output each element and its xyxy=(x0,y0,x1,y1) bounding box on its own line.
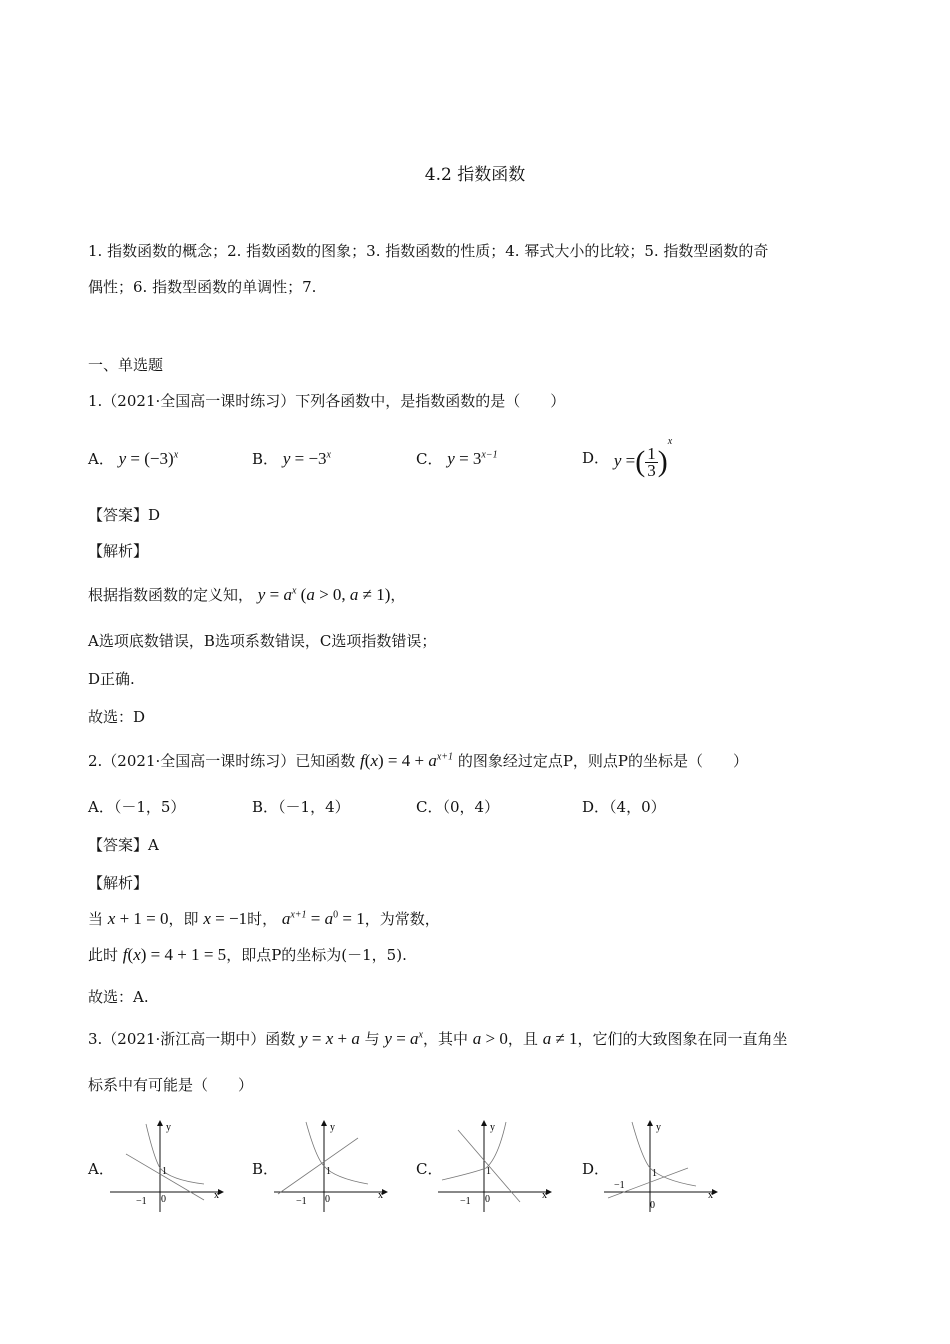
q2-l1-ie: ，即 xyxy=(168,910,199,928)
q2-option-c: C．（0，4） xyxy=(416,798,500,816)
q3-stem-line-1 xyxy=(88,1028,788,1049)
q1-analysis-line-2: A选项底数错误，B选项系数错误，C选项指数错误； xyxy=(88,632,437,650)
q1-option-b-formula: $y = -3^x$ xyxy=(282,449,331,468)
q1-analysis-line-4: 故选：D xyxy=(88,708,146,726)
q1-option-a-label: A． xyxy=(88,450,114,468)
q1-option-d xyxy=(582,436,672,479)
q2-l2-point: ，即点P的坐标为(－1，5). xyxy=(226,946,407,964)
q1-option-d-formula: y =( $\frac{1}{3})^x$ xyxy=(613,436,673,480)
q3-a-y-label: y xyxy=(166,1122,171,1133)
q3-d-x-label: x xyxy=(708,1190,713,1201)
q3-d-one-label: 1 xyxy=(652,1168,657,1179)
q3-b-one-label: 1 xyxy=(326,1166,331,1177)
q3-option-b-label: B． xyxy=(252,1160,279,1178)
q1-analysis-heading: 【解析】 xyxy=(88,542,149,560)
q1-option-b xyxy=(252,448,331,469)
q2-option-d: D．（4，0） xyxy=(582,798,666,816)
q2-function-formula: $f(x) = 4 + a^{x+1}$ xyxy=(360,751,454,770)
q3-b-x-label: x xyxy=(378,1190,383,1201)
q2-value-formula: f(x) = 4 + 1 = 5 xyxy=(122,945,227,964)
q1-option-d-label: D． xyxy=(582,449,610,468)
q1-stem: 1.（2021·全国高一课时练习）下列各函数中，是指数函数的是（ ） xyxy=(88,392,566,410)
q2-stem-end: 的图象经过定点P，则点P的坐标是（ ） xyxy=(457,752,748,770)
q3-line-formula: y = x + a xyxy=(300,1029,360,1048)
q3-exp-formula: $y = a^x$ xyxy=(384,1029,423,1048)
q3-d-zero-label: 0 xyxy=(650,1200,655,1211)
q3-cond2-formula: a ≠ 1 xyxy=(542,1029,578,1048)
q3-stem-a: 3.（2021·浙江高一期中）函数 xyxy=(88,1030,296,1048)
q3-cond1-formula: a > 0 xyxy=(472,1029,508,1048)
q3-c-zero-label: 0 xyxy=(485,1194,490,1205)
section-heading: 一、单选题 xyxy=(88,356,164,374)
q3-a-zero-label: 0 xyxy=(161,1194,166,1205)
q1-analysis-line-1: 根据指数函数的定义知， $y = a^x$ (a > 0, a ≠ 1)， xyxy=(88,585,406,604)
q3-c-neg-one-label: −1 xyxy=(460,1196,471,1207)
q3-graph-c xyxy=(436,1118,556,1214)
q2-l1-when: 当 xyxy=(88,910,104,928)
q1-option-b-label: B． xyxy=(252,450,279,468)
q2-l1-then: 时， xyxy=(247,910,278,928)
q2-stem xyxy=(88,750,748,771)
q1-option-a xyxy=(88,448,178,469)
q3-stem-line-2: 标系中有可能是（ ） xyxy=(88,1076,254,1094)
q1-option-a-formula: $y = (-3)^x$ xyxy=(118,449,179,468)
q1-option-c xyxy=(416,448,498,469)
q3-graph-d xyxy=(602,1118,722,1214)
q2-option-b: B．（－1，4） xyxy=(252,798,350,816)
q1-option-c-label: C． xyxy=(416,450,443,468)
q1-analysis-line-3: D正确. xyxy=(88,670,135,688)
q2-analysis-line-3: 故选：A. xyxy=(88,988,149,1006)
q3-option-a-label: A． xyxy=(88,1160,114,1178)
q3-b-neg-one-label: −1 xyxy=(296,1196,307,1207)
q1-definition-formula: $y = a^x$ (a > 0, a ≠ 1) xyxy=(257,585,391,604)
q2-option-a: A．（－1，5） xyxy=(88,798,186,816)
q3-option-c-label: C． xyxy=(416,1160,443,1178)
q2-x-formula: x = −1 xyxy=(203,909,248,928)
q3-b-y-label: y xyxy=(330,1122,335,1133)
q2-l1-constant: ，为常数， xyxy=(364,910,440,928)
q3-stem-c: ，其中 xyxy=(423,1030,469,1048)
q3-stem-b: 与 xyxy=(364,1030,380,1048)
q1-answer: 【答案】D xyxy=(88,506,161,524)
q1-option-c-formula: $y = 3^{x-1}$ xyxy=(447,449,498,468)
q3-graph-b xyxy=(272,1118,392,1214)
q2-l2-now: 此时 xyxy=(88,946,119,964)
q2-analysis-line-2 xyxy=(88,944,407,965)
q3-c-one-label: 1 xyxy=(486,1166,491,1177)
q3-stem-e: ，它们的大致图象在同一直角坐 xyxy=(577,1030,788,1048)
q3-graph-a xyxy=(108,1118,228,1214)
q1-line1-text: 根据指数函数的定义知， xyxy=(88,586,254,604)
topics-line-2: 偶性；6. 指数型函数的单调性；7. xyxy=(88,278,317,296)
q2-answer: 【答案】A xyxy=(88,836,159,854)
q3-d-neg-one-label: −1 xyxy=(614,1180,625,1191)
q3-c-x-label: x xyxy=(542,1190,547,1201)
q2-analysis-line-1 xyxy=(88,908,440,929)
q2-power-formula: $a^{x+1} = a^0 = 1$ xyxy=(281,909,365,928)
q2-analysis-heading: 【解析】 xyxy=(88,874,149,892)
q3-a-one-label: 1 xyxy=(162,1166,167,1177)
q3-a-neg-one-label: −1 xyxy=(136,1196,147,1207)
page-title: 4.2 指数函数 xyxy=(424,165,526,185)
q3-c-y-label: y xyxy=(490,1122,495,1133)
q3-stem-d: ，且 xyxy=(507,1030,538,1048)
q3-a-x-label: x xyxy=(214,1190,219,1201)
topics-line-1: 1. 指数函数的概念；2. 指数函数的图象；3. 指数函数的性质；4. 幂式大小的比较；5. 指数型函数的奇 xyxy=(88,242,769,260)
q3-b-zero-label: 0 xyxy=(325,1194,330,1205)
q2-cond-formula: x + 1 = 0 xyxy=(107,909,169,928)
q3-d-y-label: y xyxy=(656,1122,661,1133)
q3-option-d-label: D． xyxy=(582,1160,610,1178)
q2-stem-start: 2.（2021·全国高一课时练习）已知函数 xyxy=(88,752,356,770)
